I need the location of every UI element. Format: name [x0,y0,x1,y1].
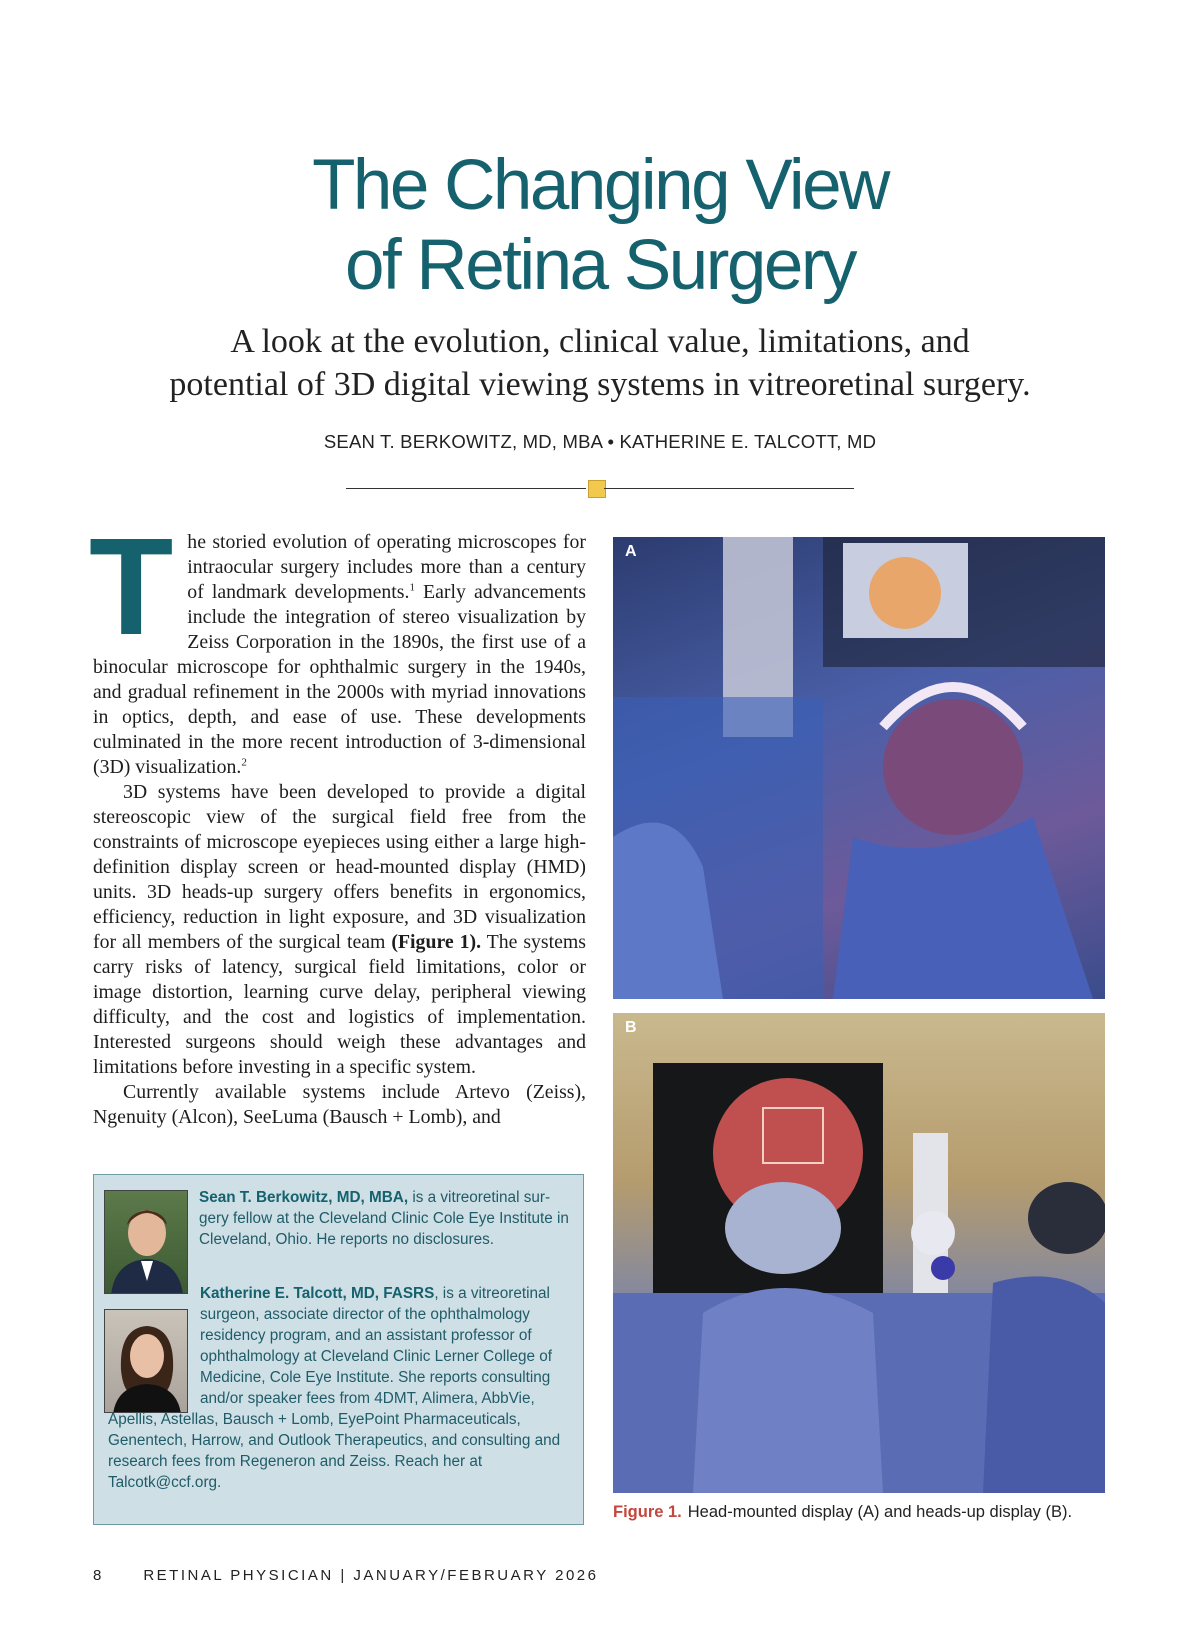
figure-label-a: A [625,543,637,560]
photo-spacer [108,1283,200,1409]
bio-text-talcott: , is a vitreoretinal surgeon, associate director of the ophthalmology residency program, and an assistant professor of ophthalmology at Cleveland Clinic Lerner College of Medicine, Cole Eye Institute. She reports consulting and/or speaker fees from 4DMT, Alimera, AbbVie, Apellis, Astellas, Bausch + Lomb, EyePoint Pharmaceuticals, Genentech, Harrow, and Outlook Therapeutics, and consulting and research fees from Regeneron and Zeiss. Reach her at Talcotk@ccf.org. [108,1285,561,1491]
p2-text-b: The systems carry risks of latency, surgical field limitations, color or image distortion, learning curve delay, peripheral viewing difficulty, and the cost and logistics of implementation. Interested surgeons should weigh these advantages and limitations before investing in a specific system. [93,931,586,1078]
p1-text-a: he storied evolution of operating microscopes for intraocular surgery includes more than a century of landmark developments. [187,531,586,603]
reference-2: 2 [241,756,247,769]
reference-1: 1 [409,581,415,594]
bio-name-berkowitz: Sean T. Berkowitz, MD, MBA, [199,1189,409,1206]
body-paragraph-2 [93,780,586,1080]
drop-cap: T [89,510,174,664]
divider-left [346,488,586,489]
author-byline: SEAN T. BERKOWITZ, MD, MBA • KATHERINE E. TALCOTT, MD [323,431,877,452]
bio-name-talcott: Katherine E. Talcott, MD, FASRS [200,1285,435,1302]
author-photo-berkowitz [104,1190,188,1294]
title-line-1: The Changing View [312,146,888,225]
bio-talcott [108,1283,574,1493]
divider-right [604,488,854,489]
bio-text-berkowitz: is a vitreoretinal surgery fellow at the Cleveland Clinic Cole Eye Institute in Cleveland, Ohio. He reports no disclosures. [199,1189,569,1248]
page-number: 8 [93,1567,102,1584]
article-body [89,510,586,1130]
publication-line: RETINAL PHYSICIAN | JANUARY/FEBRUARY 2026 [143,1567,599,1584]
p1-text-b: Early advancements include the integration of stereo visualization by Zeiss Corporation in the 1890s, the first use of a binocular microscope for ophthalmic surgery in the 1940s, and gradual refinement in the 2000s with myriad innovations in optics, depth, and ease of use. These developments culminated in the more recent introduction of 3-dimensional (3D) visualization. [93,581,586,778]
figure-reference: (Figure 1). [391,931,482,953]
figure-1a-head-mounted-display [613,537,1105,999]
subtitle-line-2: potential of 3D digital viewing systems in vitreoretinal surgery. [169,366,1031,403]
body-paragraph-1 [89,510,586,780]
bio-berkowitz [199,1187,574,1250]
author-bio-box [93,1174,584,1525]
title-line-2: of Retina Surgery [344,226,855,305]
page-footer [93,1567,598,1584]
p2-text-a: 3D systems have been developed to provide a digital stereoscopic view of the surgical field free from the constraints of microscope eyepieces using either a large high-definition display screen or head-mounted display (HMD) units. 3D heads-up surgery offers benefits in ergonomics, efficiency, reduction in light exposure, and 3D visualization for all members of the surgical team [93,781,586,953]
subtitle-line-1: A look at the evolution, clinical value, limitations, and [230,323,970,360]
article-subtitle [0,320,1200,406]
article-title [0,146,1200,306]
caption-text: Head-mounted display (A) and heads-up display (B). [687,1503,1073,1521]
body-paragraph-3: Currently available systems include Artevo (Zeiss), Ngenuity (Alcon), SeeLuma (Bausch + Lomb), and [93,1081,586,1128]
divider-ornament [588,480,606,498]
figure-caption [613,1503,1072,1522]
figure-label-b: B [625,1019,637,1036]
figure-1b-heads-up-display [613,1013,1105,1493]
caption-label: Figure 1. [613,1503,682,1521]
